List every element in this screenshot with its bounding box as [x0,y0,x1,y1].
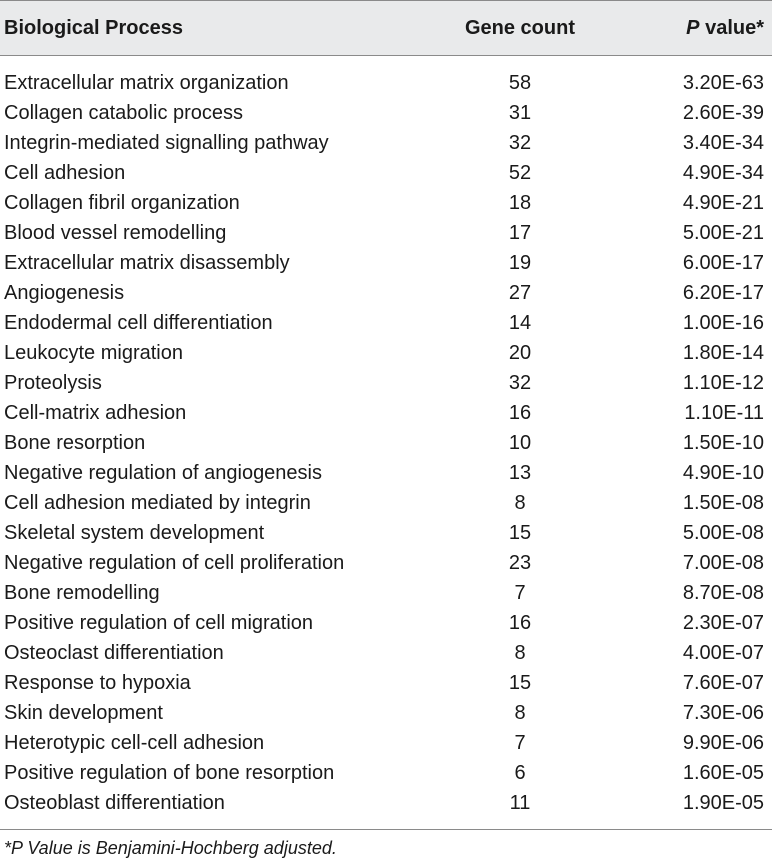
cell-gene-count: 13 [508,462,532,484]
table-row [0,368,772,398]
cell-p-value: 3.20E-63 [682,72,764,94]
cell-p-value: 8.70E-08 [682,582,764,604]
cell-p-value: 1.80E-14 [682,342,764,364]
table-row [0,488,772,518]
cell-biological-process: Bone remodelling [4,582,160,604]
table-row [0,548,772,578]
cell-gene-count: 15 [508,522,532,544]
cell-biological-process: Extracellular matrix disassembly [4,252,290,274]
cell-biological-process: Collagen catabolic process [4,102,244,124]
cell-p-value: 7.60E-07 [682,672,764,694]
cell-p-value: 6.20E-17 [682,282,764,304]
cell-p-value: 2.30E-07 [682,612,764,634]
cell-biological-process: Extracellular matrix organization [4,72,289,94]
cell-p-value: 1.10E-11 [684,402,764,424]
cell-p-value: 9.90E-06 [682,732,764,754]
header-p-letter: P [686,17,700,39]
table-row [0,398,772,428]
cell-gene-count: 18 [508,192,532,214]
cell-gene-count: 14 [508,312,532,334]
cell-biological-process: Collagen fibril organization [4,192,240,214]
table-row [0,338,772,368]
header-biological-process: Biological Process [4,17,183,39]
cell-p-value: 1.00E-16 [682,312,764,334]
table-row [0,728,772,758]
cell-p-value: 4.90E-21 [682,192,764,214]
cell-p-value: 7.30E-06 [682,702,764,724]
cell-gene-count: 16 [508,402,532,424]
cell-p-value: 5.00E-08 [682,522,764,544]
cell-gene-count: 7 [514,732,526,754]
table-row [0,638,772,668]
cell-biological-process: Angiogenesis [4,282,125,304]
table-header-row [0,0,772,56]
cell-p-value: 4.90E-34 [682,162,764,184]
cell-biological-process: Osteoblast differentiation [4,792,225,814]
cell-gene-count: 23 [508,552,532,574]
cell-biological-process: Response to hypoxia [4,672,191,694]
cell-p-value: 1.10E-12 [682,372,764,394]
header-gene-count: Gene count [464,17,575,39]
table-row [0,128,772,158]
cell-biological-process: Osteoclast differentiation [4,642,224,664]
cell-p-value: 3.40E-34 [682,132,764,154]
table-row [0,458,772,488]
cell-gene-count: 20 [508,342,532,364]
table-row [0,158,772,188]
cell-gene-count: 7 [514,582,526,604]
table-row [0,668,772,698]
table-bottom-rule [0,829,772,830]
table-row [0,278,772,308]
table-body [0,56,772,818]
cell-gene-count: 8 [514,492,526,514]
cell-gene-count: 17 [508,222,532,244]
table-row [0,698,772,728]
cell-gene-count: 16 [508,612,532,634]
cell-gene-count: 32 [508,132,532,154]
cell-biological-process: Cell adhesion [4,162,126,184]
table-row [0,788,772,818]
cell-biological-process: Endodermal cell differentiation [4,312,273,334]
cell-biological-process: Negative regulation of cell proliferation [4,552,345,574]
cell-biological-process: Blood vessel remodelling [4,222,227,244]
cell-gene-count: 11 [509,792,531,814]
cell-gene-count: 31 [508,102,532,124]
cell-p-value: 4.90E-10 [682,462,764,484]
table-row [0,578,772,608]
header-p-suffix: value* [699,17,764,39]
cell-p-value: 2.60E-39 [682,102,764,124]
table-row [0,218,772,248]
table-row [0,188,772,218]
cell-biological-process: Skin development [4,702,163,724]
cell-gene-count: 15 [508,672,532,694]
table-row [0,608,772,638]
table-row [0,308,772,338]
cell-biological-process: Heterotypic cell-cell adhesion [4,732,265,754]
cell-gene-count: 58 [508,72,532,94]
cell-biological-process: Positive regulation of bone resorption [4,762,335,784]
cell-gene-count: 8 [514,702,526,724]
cell-biological-process: Negative regulation of angiogenesis [4,462,322,484]
cell-gene-count: 6 [514,762,526,784]
cell-biological-process: Positive regulation of cell migration [4,612,314,634]
table-row [0,518,772,548]
table-row [0,428,772,458]
cell-gene-count: 10 [508,432,532,454]
cell-p-value: 5.00E-21 [682,222,764,244]
cell-gene-count: 27 [508,282,532,304]
cell-biological-process: Cell-matrix adhesion [4,402,187,424]
cell-biological-process: Leukocyte migration [4,342,183,364]
cell-biological-process: Bone resorption [4,432,146,454]
cell-biological-process: Skeletal system development [4,522,265,544]
cell-biological-process: Integrin-mediated signalling pathway [4,132,329,154]
table-row [0,98,772,128]
cell-gene-count: 19 [508,252,532,274]
cell-p-value: 1.90E-05 [682,792,764,814]
header-p-value [686,1,764,55]
cell-p-value: 4.00E-07 [682,642,764,664]
table-row [0,68,772,98]
cell-p-value: 1.50E-08 [682,492,764,514]
cell-p-value: 1.60E-05 [682,762,764,784]
cell-p-value: 7.00E-08 [682,552,764,574]
cell-gene-count: 8 [514,642,526,664]
cell-gene-count: 52 [508,162,532,184]
table-footnote: *P Value is Benjamini-Hochberg adjusted. [4,838,337,858]
cell-gene-count: 32 [508,372,532,394]
table-row [0,248,772,278]
cell-p-value: 1.50E-10 [682,432,764,454]
table-row [0,758,772,788]
cell-biological-process: Proteolysis [4,372,102,394]
cell-biological-process: Cell adhesion mediated by integrin [4,492,311,514]
cell-p-value: 6.00E-17 [682,252,764,274]
